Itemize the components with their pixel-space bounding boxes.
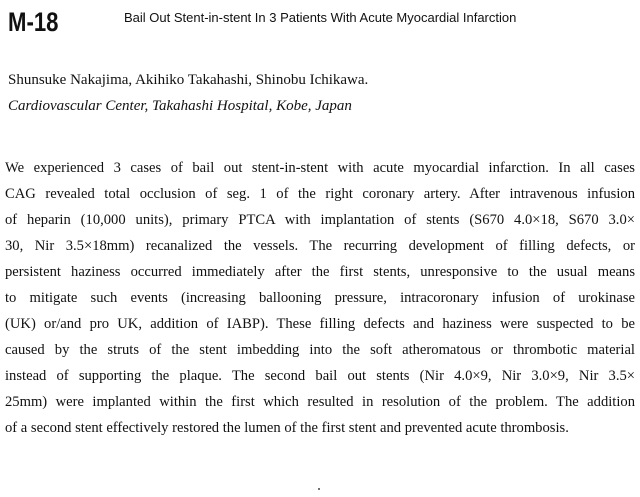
abstract-line: 30, Nir 3.5×18mm) recanalized the vessels. The recurring development of filling defects, or: [5, 238, 635, 254]
abstract-line: of heparin (10,000 units), primary PTCA with implantation of stents (S670 4.0×18, S670 3.0×: [5, 212, 635, 228]
abstract-line: CAG revealed total occlusion of seg. 1 of the right coronary artery. After intravenous infusion: [5, 186, 635, 202]
abstract-line: 25mm) were implanted within the first which resulted in resolution of the problem. The addition: [5, 394, 635, 410]
abstract-line: to mitigate such events (increasing ballooning pressure, intracoronary infusion of urokinase: [5, 290, 635, 306]
abstract-line: (UK) or/and pro UK, addition of IABP). These filling defects and haziness were suspected to be: [5, 316, 635, 332]
abstract-line: persistent haziness occurred immediately after the first stents, unresponsive to the usual means: [5, 264, 635, 280]
abstract-line: instead of supporting the plaque. The second bail out stents (Nir 4.0×9, Nir 3.0×9, Nir 3.5×: [5, 368, 635, 384]
abstract-id: M-18: [8, 7, 59, 37]
abstract-title: Bail Out Stent-in-stent In 3 Patients With Acute Myocardial Infarction: [124, 10, 517, 25]
abstract-body: [5, 155, 635, 441]
affiliation: Cardiovascular Center, Takahashi Hospital, Kobe, Japan: [8, 98, 352, 114]
abstract-line: We experienced 3 cases of bail out stent-in-stent with acute myocardial infarction. In all cases: [5, 160, 635, 176]
abstract-line: caused by the struts of the stent imbedding into the soft atheromatous or thrombotic material: [5, 342, 635, 358]
scan-speck: [318, 488, 320, 490]
authors: Shunsuke Nakajima, Akihiko Takahashi, Shinobu Ichikawa.: [8, 72, 369, 88]
abstract-line: of a second stent effectively restored the lumen of the first stent and prevented acute thrombosis.: [5, 420, 569, 436]
